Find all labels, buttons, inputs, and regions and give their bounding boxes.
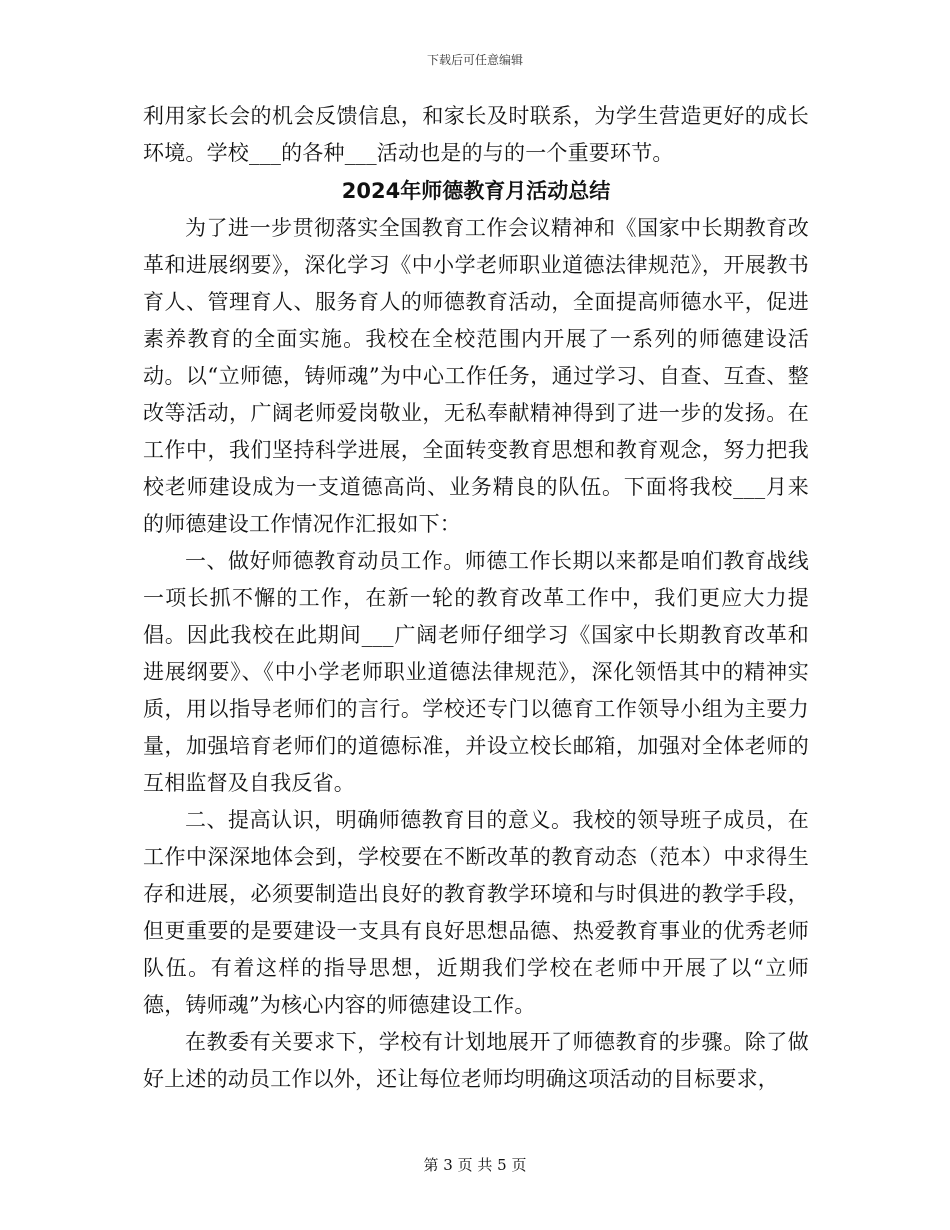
body-paragraph-4: 在教委有关要求下，学校有计划地展开了师德教育的步骤。除了做好上述的动员工作以外，还让每位老师均明确这项活动的目标要求， [143, 1030, 809, 1091]
document-body [143, 98, 809, 1098]
body-paragraph-1: 为了进一步贯彻落实全国教育工作会议精神和《国家中长期教育改革和进展纲要》，深化学习《中小学老师职业道德法律规范》，开展教书育人、管理育人、服务育人的师德教育活动，全面提高师德水平，促进素养教育的全面实施。我校在全校范围内开展了一系列的师德建设活动。以“立师德，铸师魂”为中心工作任务，通过学习、自查、互查、整改等活动，广阔老师爱岗敬业，无私奉献精神得到了进一步的发扬。在工作中，我们坚持科学进展，全面转变教育思想和教育观念，努力把我校老师建设成为一支道德高尚、业务精良的队伍。下面将我校___月来的师德建设工作情况作汇报如下： [143, 216, 809, 536]
body-paragraph-2: 一、做好师德教育动员工作。师德工作长期以来都是咱们教育战线一项长抓不懈的工作，在新一轮的教育改革工作中，我们更应大力提倡。因此我校在此期间___广阔老师仔细学习《国家中长期教育改革和进展纲要》、《中小学老师职业道德法律规范》，深化领悟其中的精神实质，用以指导老师们的言行。学校还专门以德育工作领导小组为主要力量，加强培育老师们的道德标准，并设立校长邮箱，加强对全体老师的互相监督及自我反省。 [143, 549, 809, 795]
document-title: 2024年师德教育月活动总结 [341, 179, 611, 203]
body-paragraph-3: 二、提高认识，明确师德教育目的意义。我校的领导班子成员，在工作中深深地体会到，学校要在不断改革的教育动态（范本）中求得生存和进展，必须要制造出良好的教育教学环境和与时俱进的教学手段，但更重要的是要建设一支具有良好思想品德、热爱教育事业的优秀老师队伍。有着这样的指导思想，近期我们学校在老师中开展了以“立师德，铸师魂”为核心内容的师德建设工作。 [143, 808, 809, 1017]
page-number: 第 3 页 共 5 页 [423, 1156, 527, 1174]
page-header-note: 下载后可任意编辑 [426, 53, 523, 67]
intro-paragraph: 利用家长会的机会反馈信息，和家长及时联系，为学生营造更好的成长环境。学校___的各种___活动也是的与的一个重要环节。 [143, 104, 809, 165]
